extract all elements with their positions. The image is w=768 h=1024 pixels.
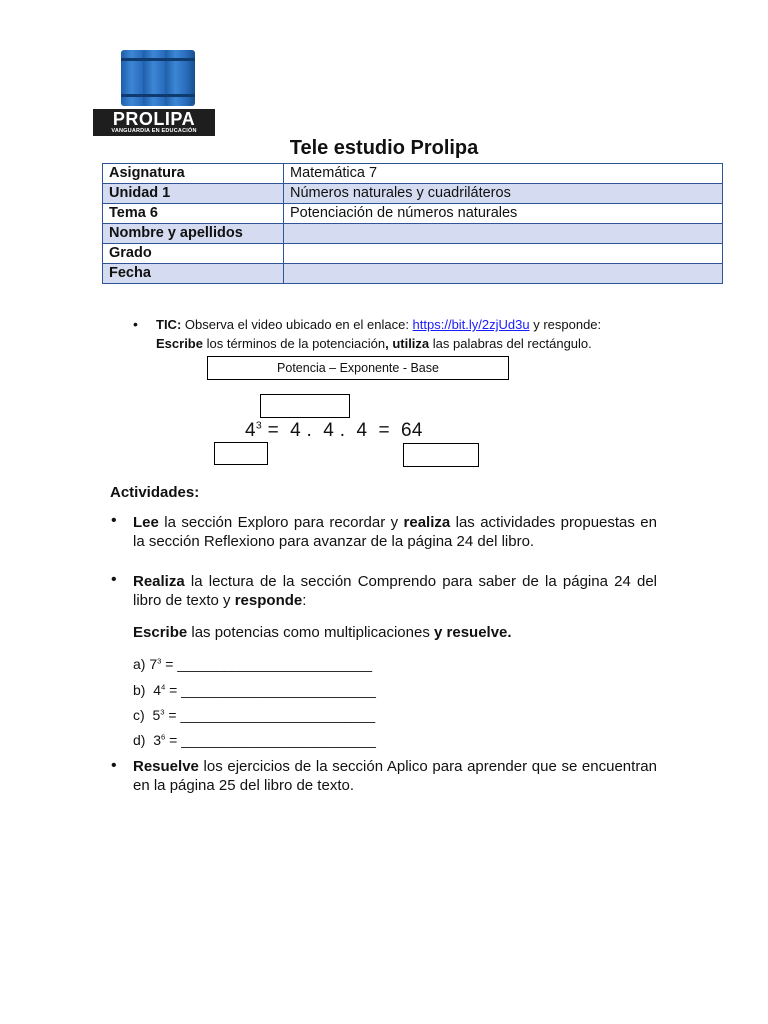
exercise-c: [133, 707, 375, 723]
row-label: Fecha: [103, 264, 284, 284]
exercise-d: [133, 732, 376, 748]
exercise-base: c) 5: [133, 707, 161, 723]
table-row: [103, 164, 723, 184]
bold-word: , utiliza: [385, 336, 430, 351]
bold-word: Lee: [133, 514, 159, 531]
exercise-b: [133, 682, 376, 698]
exercise-answer-line[interactable]: = _________________________: [161, 656, 373, 672]
row-label: Nombre y apellidos: [103, 224, 284, 244]
document-title: Tele estudio Prolipa: [289, 137, 479, 159]
tic-label: TIC:: [156, 317, 182, 332]
exercise-answer-line[interactable]: = _________________________: [165, 732, 376, 748]
tic-line-1: [156, 317, 601, 332]
exercise-exponent: 3: [160, 707, 165, 717]
activity-text: la sección Exploro para recordar y: [158, 514, 404, 531]
grade-field[interactable]: [284, 244, 723, 264]
logo-name: PROLIPA: [112, 109, 196, 129]
table-row: [103, 264, 723, 284]
row-label: Tema 6: [103, 204, 284, 224]
activity-item-1: [133, 513, 657, 551]
info-table: [102, 163, 723, 284]
bold-word: Resuelve: [133, 758, 199, 775]
bullet-icon: •: [111, 571, 117, 588]
exercise-exponent: 4: [161, 682, 166, 692]
name-field[interactable]: [284, 224, 723, 244]
prolipa-logo: [93, 50, 215, 136]
exercise-base: a) 7: [133, 656, 158, 672]
logo-tagline: VANGUARDIA EN EDUCACIÓN: [111, 128, 197, 134]
table-row: [103, 224, 723, 244]
bold-word: realiza: [403, 514, 451, 531]
equation-rest: = 4 . 4 . 4 = 64: [261, 420, 423, 441]
word-bank-box: Potencia – Exponente - Base: [207, 356, 509, 380]
equation-base: 4: [245, 420, 256, 441]
table-row: [103, 184, 723, 204]
activity-text: los ejercicios de la sección Aplico para aprender que se encuentran en la página 25 del libro de texto.: [133, 758, 657, 794]
bold-word: Escribe: [156, 336, 203, 351]
power-equation: [245, 420, 423, 442]
tic-line-2: [156, 336, 592, 351]
bold-word: responde: [234, 592, 303, 609]
tic-text: Observa el video ubicado en el enlace:: [181, 317, 413, 332]
base-answer-box[interactable]: [214, 442, 268, 465]
equation-exponent: 3: [255, 420, 262, 432]
exercise-answer-line[interactable]: = _________________________: [165, 682, 376, 698]
row-label: Grado: [103, 244, 284, 264]
exercise-exponent: 3: [157, 656, 162, 666]
bold-word: Realiza: [133, 573, 185, 590]
table-row: [103, 204, 723, 224]
activity-text: la lectura de la sección Comprendo para saber de la página 24 del libro de texto y: [133, 573, 657, 609]
bullet-icon: •: [133, 316, 138, 332]
activity-item-2: [133, 572, 657, 610]
exercise-base: d) 3: [133, 732, 162, 748]
exercise-answer-line[interactable]: = _________________________: [164, 707, 376, 723]
activity-item-3: [133, 757, 657, 795]
tic-text: los términos de la potenciación: [202, 336, 386, 351]
tic-text: y responde:: [529, 317, 602, 332]
date-field[interactable]: [284, 264, 723, 284]
bullet-icon: •: [111, 757, 117, 774]
row-label: Asignatura: [103, 164, 284, 184]
row-value: Números naturales y cuadriláteros: [284, 184, 723, 204]
exercise-exponent: 6: [161, 732, 166, 742]
power-answer-box[interactable]: [403, 443, 479, 467]
activity-text: las potencias como multiplicaciones: [187, 624, 434, 641]
bullet-icon: •: [111, 512, 117, 529]
table-row: [103, 244, 723, 264]
activity-text: :: [302, 592, 307, 609]
activity-instruction: [133, 623, 657, 642]
tic-text: las palabras del rectángulo.: [429, 336, 592, 351]
exercise-base: b) 4: [133, 682, 162, 698]
activities-title: Actividades:: [110, 484, 200, 501]
row-value: Potenciación de números naturales: [284, 204, 723, 224]
video-link[interactable]: https://bit.ly/2zjUd3u: [412, 317, 530, 332]
activity-text: las actividades propuestas en la sección Reflexiono para avanzar de la página 24 del libro.: [133, 514, 657, 550]
exercise-a: [133, 656, 372, 672]
row-label: Unidad 1: [103, 184, 284, 204]
row-value: Matemática 7: [284, 164, 723, 184]
bold-word: Escribe: [133, 624, 188, 641]
bold-word: y resuelve.: [434, 624, 512, 641]
exponent-answer-box[interactable]: [260, 394, 350, 418]
book-icon: [165, 50, 195, 106]
